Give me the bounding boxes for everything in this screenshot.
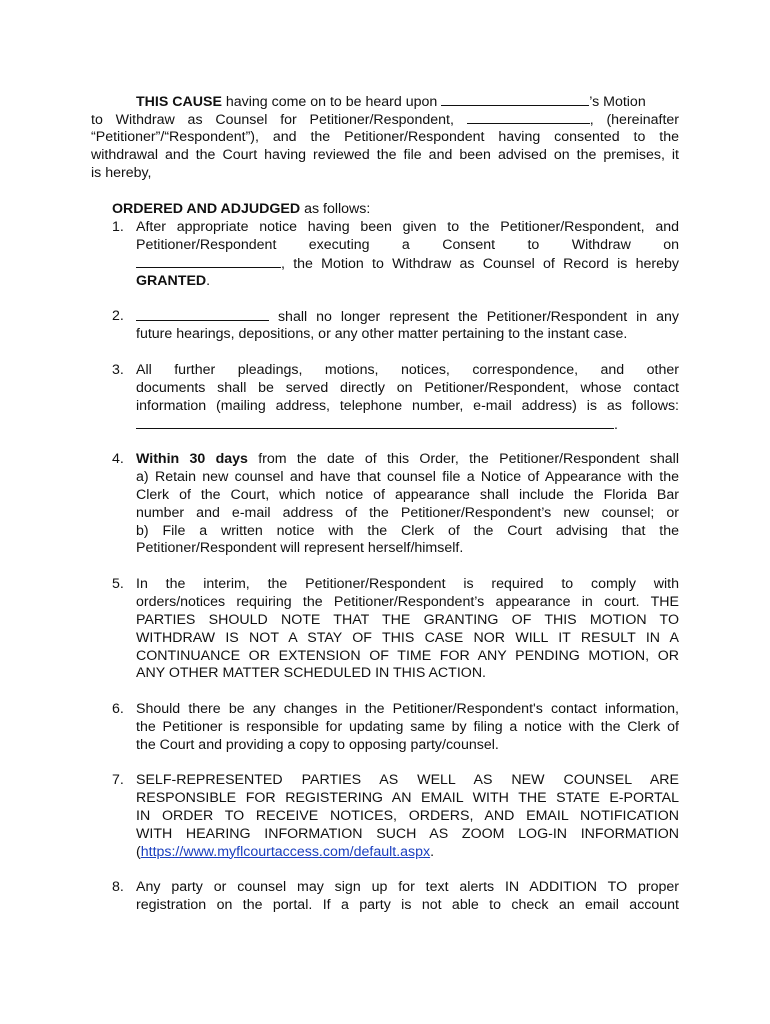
granted-text: GRANTED: [136, 272, 207, 289]
document-page: THIS CAUSE having come on to be heard upon ’s Motion to Withdraw as Counsel for Petitioner/Respondent, , (hereinafter “Petitioner”/“Respondent”), and the Petitioner/Respondent having consented to the withdrawal and the Court having reviewed the file and been advised on the premises, it is hereby, ORDERED AND ADJUDGED as follows: 1. After appropriate notice having been given to the Petitioner/Respondent, and Petitioner/Respondent executing a Consent to Withdraw on , the Motion to Withdraw as Counsel of Record is hereby GRANTED. 2. shall no longer represent the Petitioner/Respondent in any future hearings, depositions, or any other matter pertaining to the instant case. 3. All further pleadings, motions, notices, correspondence, and other documents shall be served directly on Petitioner/Respondent, whose contact information (mailing address, telephone number, e-mail address) is as follows: . 4. Within 30 days from the date of this Order, the Petitioner/Respondent shall a) Retain new counsel and have that counsel file a Notice of Appearance with the Clerk of the Court, which notice of appearance shall include the Florida Bar number and e-mail address of the Petitioner/Respondent’s new counsel; or b) File a written notice with the Clerk of the Court advising that the Petitioner/Respondent will represent herself/himself. 5. In the interim, the Petitioner/Respondent is required to comply with orders/notices requiring the Petitioner/Respondent’s appearance in court. THE PARTIES SHOULD NOTE THAT THE GRANTING OF THIS MOTION TO WITHDRAW IS NOT A STAY OF THIS CASE NOR WILL IT RESULT IN A CONTINUANCE OR EXTENSION OF TIME FOR ANY PENDING MOTION, OR ANY OTHER MATTER SCHEDULED IN THIS ACTION. 6. Should there be any changes in the Petitioner/Respondent's contact information, the Petitioner is responsible for updating same by filing a notice with the Clerk of the Court and providing a copy to opposing party/counsel. 7. SELF-REPRESENTED PARTIES AS WELL AS NEW COUNSEL ARE RESPONSIBLE FOR REGISTERING AN EMAIL WITH THE STATE E-PORTAL IN ORDER TO RECEIVE NOTICES, ORDERS, AND EMAIL NOTIFICATION WITH HEARING INFORMATION SUCH AS ZOOM LOG-IN INFORMATION (https://www.myflcourtaccess.com/default.aspx. 8. Any party or counsel may sign up for text alerts IN ADDITION TO proper registration on the portal. If a party is not able to check an email account: [0, 0, 770, 1024]
counsel-blank: [136, 308, 269, 321]
intro-paragraph: THIS CAUSE having come on to be heard upon ’s Motion to Withdraw as Counsel for Petitioner/Respondent, , (hereinafter “Petitioner”/“Respondent”), and the Petitioner/Respondent having consented to the withdrawal and the Court having reviewed the file and been advised on the premises, it is hereby,: [91, 94, 679, 181]
this-cause-heading: THIS CAUSE: [136, 94, 222, 110]
intro-line-1: THIS CAUSE having come on to be heard upon ’s Motion: [136, 94, 646, 110]
portal-link[interactable]: https://www.myflcourtaccess.com/default.aspx: [140, 843, 431, 860]
contact-info-blank: [136, 416, 614, 429]
movant-blank: [441, 93, 589, 106]
ordered-adjudged-heading: ORDERED AND ADJUDGED as follows:: [112, 201, 371, 217]
intro-line-2: to Withdraw as Counsel for Petitioner/Respondent, , (hereinafter: [91, 111, 679, 128]
date-blank: [136, 255, 281, 268]
party-blank: [467, 111, 590, 124]
